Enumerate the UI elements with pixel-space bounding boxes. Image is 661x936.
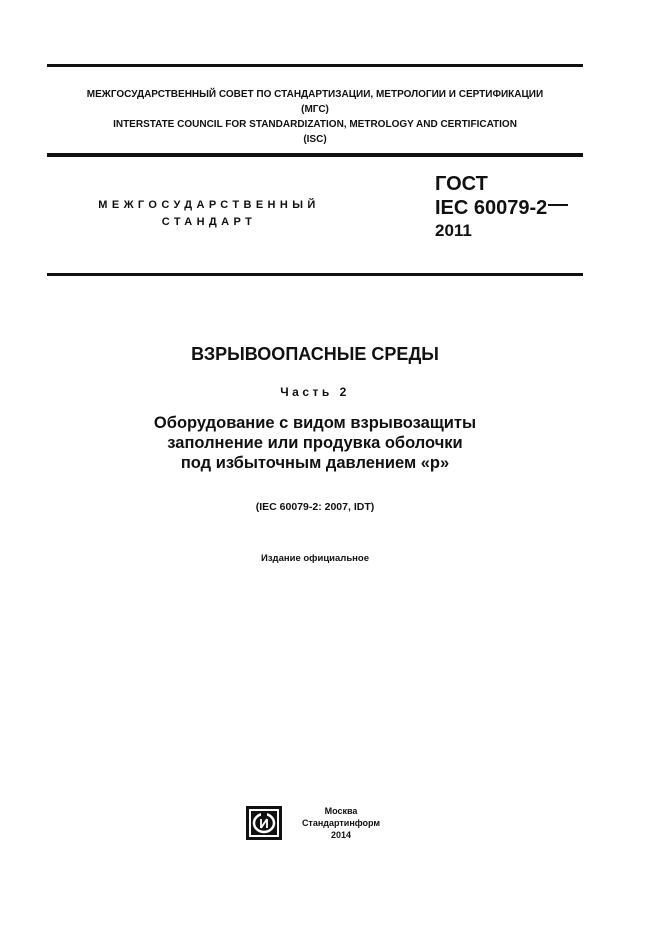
- middle-divider: [47, 153, 583, 157]
- document-title: ВЗРЫВООПАСНЫЕ СРЕДЫ: [191, 344, 439, 364]
- subtitle-line2: заполнение или продувка оболочки: [167, 434, 463, 452]
- standartinform-logo-icon: [246, 806, 282, 840]
- council-name-ru: МЕЖГОСУДАРСТВЕННЫЙ СОВЕТ ПО СТАНДАРТИЗАЦИИ, МЕТРОЛОГИИ И СЕРТИФИКАЦИИ: [86, 89, 544, 100]
- standard-kind-line1: МЕЖГОСУДАРСТВЕННЫЙ: [98, 199, 320, 211]
- gost-number: IEC 60079-2: [435, 197, 548, 219]
- publisher-name: Стандартинформ: [301, 818, 381, 828]
- standard-kind: [47, 197, 371, 231]
- publisher-block: [291, 805, 391, 841]
- lower-divider: [47, 273, 583, 276]
- edition-note: Издание официальное: [261, 553, 369, 564]
- publisher-year: 2014: [330, 830, 352, 840]
- gost-designation: [435, 172, 568, 242]
- document-part: Часть 2: [280, 385, 350, 399]
- subtitle-line3: под избыточным давлением «р»: [180, 454, 450, 472]
- council-abbr-en: (ISC): [303, 134, 327, 145]
- gost-number-row: [435, 196, 568, 220]
- subtitle-line1: Оборудование с видом взрывозащиты: [153, 414, 477, 432]
- gost-year: 2011: [435, 221, 472, 240]
- standard-kind-line2: СТАНДАРТ: [161, 216, 257, 228]
- iec-reference: (IEC 60079-2: 2007, IDT): [255, 501, 375, 513]
- council-header: [47, 87, 583, 147]
- document-subtitle: [47, 413, 583, 473]
- gost-label: ГОСТ: [435, 173, 488, 195]
- gost-dash: [548, 204, 568, 206]
- council-abbr-ru: (МГС): [301, 104, 329, 115]
- council-name-en: INTERSTATE COUNCIL FOR STANDARDIZATION, METROLOGY AND CERTIFICATION: [113, 119, 517, 130]
- top-divider: [47, 64, 583, 67]
- publisher-city: Москва: [324, 806, 358, 816]
